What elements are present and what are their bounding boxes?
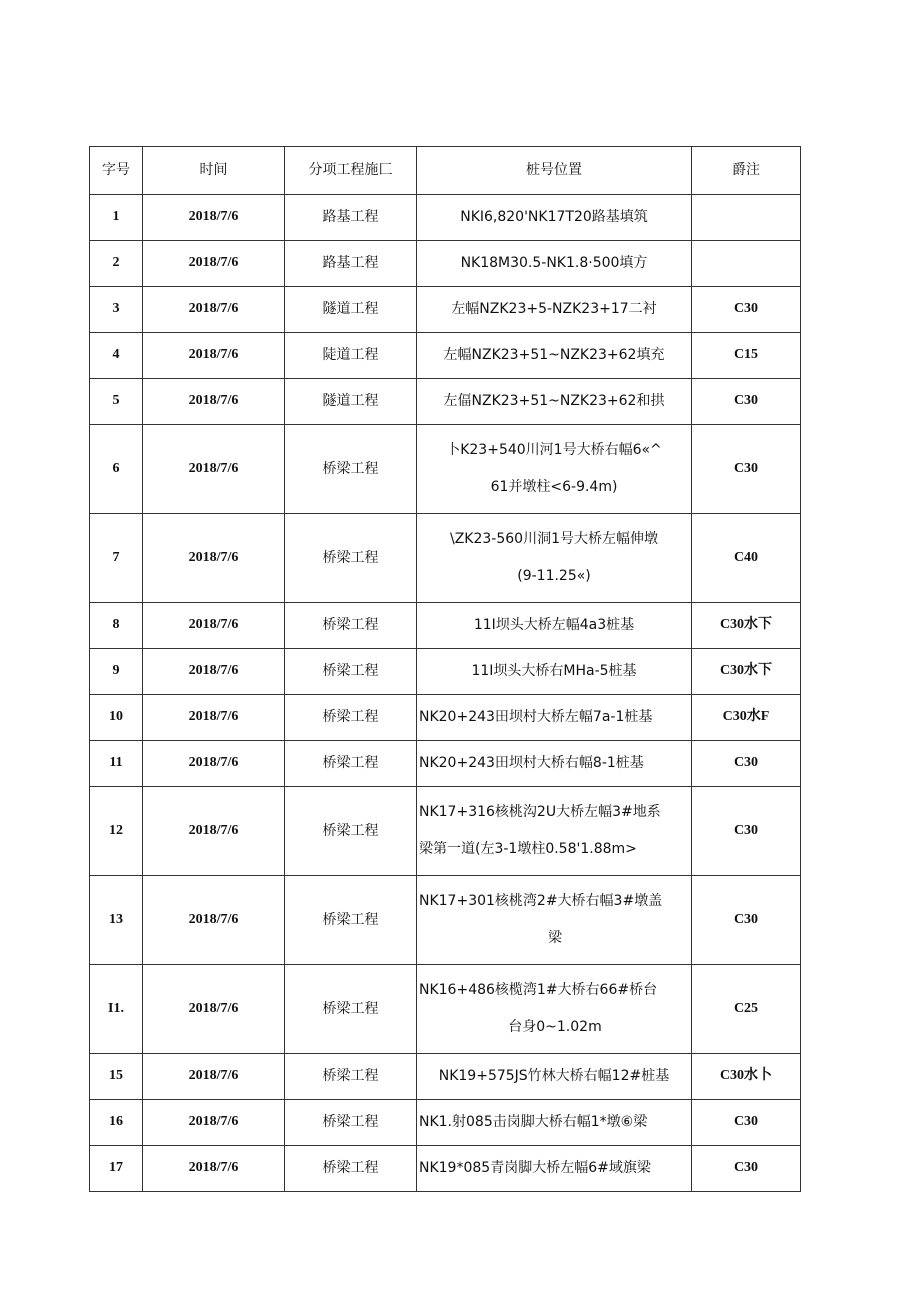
table-row bbox=[90, 876, 801, 965]
row-remark: C30水卜 bbox=[692, 1054, 801, 1100]
row-location bbox=[417, 1054, 692, 1100]
row-category: 桥梁工程 bbox=[285, 603, 417, 649]
table-row bbox=[90, 695, 801, 741]
row-date: 2018/7/6 bbox=[143, 195, 285, 241]
row-category: 桥梁工程 bbox=[285, 514, 417, 603]
table-row bbox=[90, 787, 801, 876]
location-line: 梁第一道(左3-1墩柱0.58'1.88m> bbox=[419, 841, 637, 857]
table-row bbox=[90, 1146, 801, 1192]
location-line: NKI6,820'NK17T20路基填筑 bbox=[460, 209, 648, 226]
location-line: NK17+316核桃沟2U大桥左幅3#地系 bbox=[419, 804, 661, 821]
location-line: 左偪NZK23+51~NZK23+62和拱 bbox=[443, 393, 665, 410]
row-location bbox=[417, 695, 692, 741]
row-category: 桥梁工程 bbox=[285, 1100, 417, 1146]
row-date: 2018/7/6 bbox=[143, 287, 285, 333]
row-remark: C30水F bbox=[692, 695, 801, 741]
header-serial: 字号 bbox=[90, 147, 143, 195]
row-date: 2018/7/6 bbox=[143, 695, 285, 741]
row-date: 2018/7/6 bbox=[143, 1100, 285, 1146]
row-serial: 9 bbox=[90, 649, 143, 695]
location-line: 61并墩柱<6-9.4m) bbox=[490, 479, 618, 495]
row-remark bbox=[692, 195, 801, 241]
row-location bbox=[417, 741, 692, 787]
location-line: 台身0~1.02m bbox=[508, 1019, 602, 1035]
table-body bbox=[90, 195, 801, 1192]
location-line: NK18M30.5-NK1.8·500填方 bbox=[460, 255, 648, 272]
row-location bbox=[417, 603, 692, 649]
row-serial: 11 bbox=[90, 741, 143, 787]
row-date: 2018/7/6 bbox=[143, 741, 285, 787]
row-serial: 17 bbox=[90, 1146, 143, 1192]
row-location bbox=[417, 241, 692, 287]
row-location bbox=[417, 965, 692, 1054]
row-serial: 13 bbox=[90, 876, 143, 965]
row-location bbox=[417, 649, 692, 695]
table-row bbox=[90, 333, 801, 379]
row-remark: C30 bbox=[692, 1100, 801, 1146]
row-location bbox=[417, 379, 692, 425]
row-date: 2018/7/6 bbox=[143, 379, 285, 425]
row-date: 2018/7/6 bbox=[143, 876, 285, 965]
row-date: 2018/7/6 bbox=[143, 649, 285, 695]
location-line: NK20+243田坝村大桥左幅7a-1桩基 bbox=[419, 709, 653, 726]
row-serial: 3 bbox=[90, 287, 143, 333]
row-remark bbox=[692, 241, 801, 287]
location-line: NK17+301核桃湾2#大桥右幅3#墩盖 bbox=[419, 893, 663, 910]
location-line: 卜K23+540川河1号大桥右幅6«^ bbox=[446, 442, 662, 459]
row-date: 2018/7/6 bbox=[143, 787, 285, 876]
row-remark: C30 bbox=[692, 287, 801, 333]
row-remark: C30 bbox=[692, 876, 801, 965]
row-date: 2018/7/6 bbox=[143, 425, 285, 514]
location-line: NK20+243田坝村大桥右幅8-1桩基 bbox=[419, 755, 644, 772]
header-row bbox=[90, 147, 801, 195]
location-line: 左幅NZK23+5-NZK23+17二衬 bbox=[451, 301, 657, 318]
location-line: NK19+575JS竹林大桥右幅12#桩基 bbox=[438, 1068, 670, 1085]
row-category: 陡道工程 bbox=[285, 333, 417, 379]
header-location: 桩号位置 bbox=[417, 147, 692, 195]
row-remark: C30水下 bbox=[692, 603, 801, 649]
table-row bbox=[90, 514, 801, 603]
row-serial: 12 bbox=[90, 787, 143, 876]
row-category: 桥梁工程 bbox=[285, 965, 417, 1054]
row-remark: C30 bbox=[692, 741, 801, 787]
location-line: 左幅NZK23+51~NZK23+62填充 bbox=[443, 347, 665, 364]
row-serial: 6 bbox=[90, 425, 143, 514]
row-remark: C30 bbox=[692, 787, 801, 876]
row-serial: 4 bbox=[90, 333, 143, 379]
header-remark: 爵注 bbox=[692, 147, 801, 195]
row-remark: C30水下 bbox=[692, 649, 801, 695]
row-location bbox=[417, 1146, 692, 1192]
row-date: 2018/7/6 bbox=[143, 514, 285, 603]
row-remark: C30 bbox=[692, 425, 801, 514]
row-serial: 7 bbox=[90, 514, 143, 603]
location-line: 11I坝头大桥左幅4a3桩基 bbox=[473, 617, 635, 634]
table-row bbox=[90, 741, 801, 787]
row-category: 隧道工程 bbox=[285, 287, 417, 333]
table-row bbox=[90, 1054, 801, 1100]
location-line: NK1.射085击岗脚大桥右幅1*墩⑥梁 bbox=[419, 1114, 648, 1131]
table-row bbox=[90, 965, 801, 1054]
construction-log-table bbox=[89, 146, 801, 1192]
row-location bbox=[417, 514, 692, 603]
row-location bbox=[417, 195, 692, 241]
table-row bbox=[90, 1100, 801, 1146]
row-serial: 16 bbox=[90, 1100, 143, 1146]
row-category: 桥梁工程 bbox=[285, 787, 417, 876]
table-row bbox=[90, 649, 801, 695]
row-date: 2018/7/6 bbox=[143, 241, 285, 287]
header-time: 时间 bbox=[143, 147, 285, 195]
row-serial: 1 bbox=[90, 195, 143, 241]
row-category: 桥梁工程 bbox=[285, 695, 417, 741]
row-serial: I1. bbox=[90, 965, 143, 1054]
row-serial: 2 bbox=[90, 241, 143, 287]
row-category: 路基工程 bbox=[285, 195, 417, 241]
row-date: 2018/7/6 bbox=[143, 965, 285, 1054]
row-category: 桥梁工程 bbox=[285, 741, 417, 787]
row-date: 2018/7/6 bbox=[143, 603, 285, 649]
row-remark: C25 bbox=[692, 965, 801, 1054]
header-category: 分项工程施匚 bbox=[285, 147, 417, 195]
table-row bbox=[90, 241, 801, 287]
table-row bbox=[90, 287, 801, 333]
row-category: 桥梁工程 bbox=[285, 649, 417, 695]
row-remark: C40 bbox=[692, 514, 801, 603]
row-serial: 8 bbox=[90, 603, 143, 649]
row-location bbox=[417, 425, 692, 514]
row-remark: C30 bbox=[692, 379, 801, 425]
row-remark: C15 bbox=[692, 333, 801, 379]
table-row bbox=[90, 195, 801, 241]
row-date: 2018/7/6 bbox=[143, 1146, 285, 1192]
row-location bbox=[417, 787, 692, 876]
row-remark: C30 bbox=[692, 1146, 801, 1192]
location-line: 梁 bbox=[548, 930, 562, 946]
row-serial: 15 bbox=[90, 1054, 143, 1100]
row-category: 桥梁工程 bbox=[285, 876, 417, 965]
row-category: 隧道工程 bbox=[285, 379, 417, 425]
row-location bbox=[417, 333, 692, 379]
row-location bbox=[417, 1100, 692, 1146]
location-line: NK16+486核榄湾1#大桥右66#桥台 bbox=[419, 982, 658, 999]
row-category: 路基工程 bbox=[285, 241, 417, 287]
row-category: 桥梁工程 bbox=[285, 1054, 417, 1100]
table-row bbox=[90, 603, 801, 649]
row-category: 桥梁工程 bbox=[285, 1146, 417, 1192]
table-row bbox=[90, 425, 801, 514]
table-row bbox=[90, 379, 801, 425]
location-line: (9-11.25«) bbox=[517, 568, 591, 584]
row-location bbox=[417, 876, 692, 965]
row-date: 2018/7/6 bbox=[143, 333, 285, 379]
row-serial: 5 bbox=[90, 379, 143, 425]
row-serial: 10 bbox=[90, 695, 143, 741]
row-date: 2018/7/6 bbox=[143, 1054, 285, 1100]
location-line: 11I坝头大桥右MHa-5桩基 bbox=[471, 663, 637, 680]
location-line: NK19*085青岗脚大桥左幅6#域旗梁 bbox=[419, 1160, 651, 1177]
row-location bbox=[417, 287, 692, 333]
row-category: 桥梁工程 bbox=[285, 425, 417, 514]
location-line: \ZK23-560川洞1号大桥左幅伸墩 bbox=[450, 531, 658, 548]
